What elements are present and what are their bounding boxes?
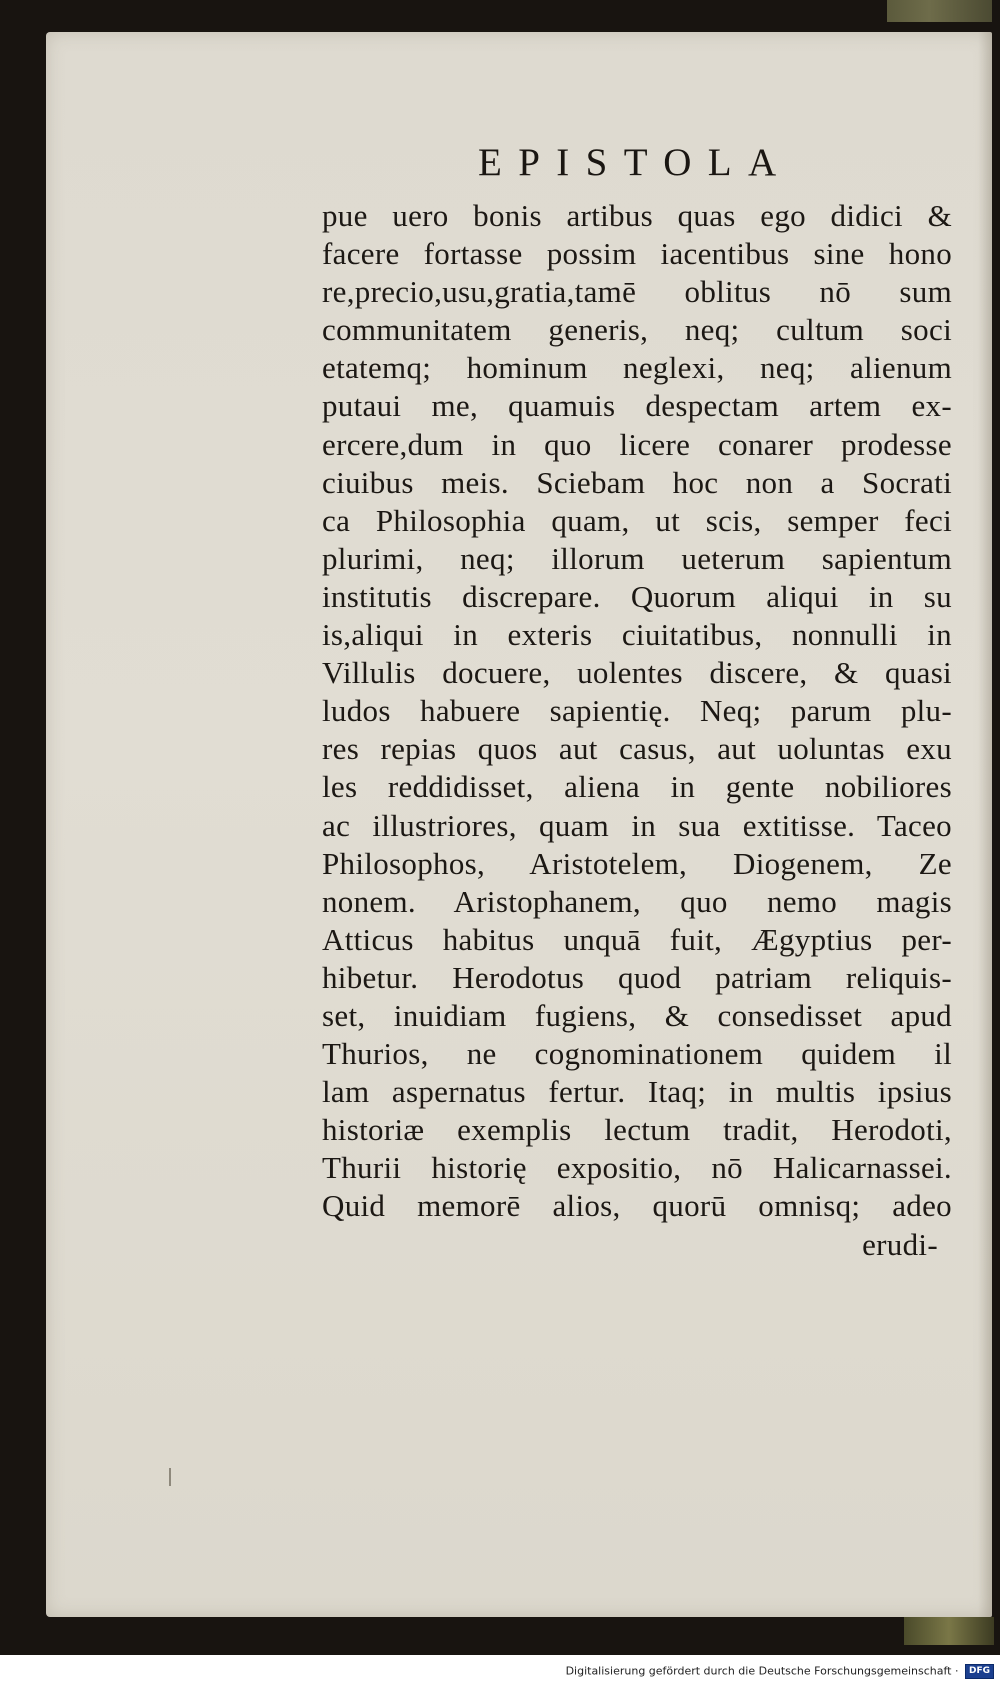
- text-line: facere fortasse possim iacentibus sine hono: [322, 236, 952, 272]
- page-gutter-shadow: [978, 32, 992, 1617]
- text-line: communitatem generis, neq; cultum soci: [322, 312, 952, 348]
- text-line: plurimi, neq; illorum ueterum sapientum: [322, 540, 952, 576]
- text-line: les reddidisset, aliena in gente nobiliores: [322, 769, 952, 805]
- running-head: EPISTOLA: [478, 141, 793, 184]
- text-line: re,precio,usu,gratia,tamē oblitus nō sum: [322, 274, 952, 310]
- digitization-credit: [566, 1664, 994, 1679]
- text-line: Atticus habitus unquā fuit, Ægyptius per-: [322, 921, 952, 957]
- text-line: is,aliqui in exteris ciuitatibus, nonnulli in: [322, 617, 952, 653]
- text-line: etatemq; hominum neglexi, neq; alienum: [322, 350, 952, 386]
- text-line: ercere,dum in quo licere conarer prodesse: [322, 426, 952, 462]
- text-line: historiæ exemplis lectum tradit, Herodoti,: [322, 1112, 952, 1148]
- text-line: ludos habuere sapientię. Neq; parum plu-: [322, 693, 952, 729]
- book-cover-edge-bottom: [904, 1617, 994, 1645]
- text-line: ca Philosophia quam, ut scis, semper feci: [322, 502, 952, 538]
- text-line: Villulis docuere, uolentes discere, & quasi: [322, 655, 952, 691]
- credit-text: Digitalisierung gefördert durch die Deutsche Forschungsgemeinschaft ·: [565, 1664, 959, 1678]
- text-line: Thurios, ne cognominationem quidem il: [322, 1036, 952, 1072]
- text-line: Quid memorē alios, quorū omnisq; adeo: [322, 1188, 952, 1224]
- text-line: ac illustriores, quam in sua extitisse. Taceo: [322, 807, 952, 843]
- text-line: pue uero bonis artibus quas ego didici &: [322, 198, 952, 233]
- text-line: Thurii historię expositio, nō Halicarnassei.: [322, 1150, 952, 1186]
- text-line: institutis discrepare. Quorum aliqui in su: [322, 578, 952, 614]
- text-line: hibetur. Herodotus quod patriam reliquis-: [322, 959, 952, 995]
- book-cover-edge-top: [887, 0, 992, 22]
- body-text: [322, 197, 952, 1264]
- text-line: Philosophos, Aristotelem, Diogenem, Ze: [322, 845, 952, 881]
- catchword: erudi-: [862, 1226, 938, 1262]
- text-line: set, inuidiam fugiens, & consedisset apud: [322, 997, 952, 1033]
- page-stain-mark: [169, 1468, 171, 1486]
- text-line: nonem. Aristophanem, quo nemo magis: [322, 883, 952, 919]
- text-line: ciuibus meis. Sciebam hoc non a Socrati: [322, 464, 952, 500]
- text-line: putaui me, quamuis despectam artem ex-: [322, 388, 952, 424]
- dfg-logo: DFG: [965, 1664, 994, 1679]
- text-line: res repias quos aut casus, aut uoluntas exu: [322, 731, 952, 767]
- text-line: lam aspernatus fertur. Itaq; in multis ipsius: [322, 1074, 952, 1110]
